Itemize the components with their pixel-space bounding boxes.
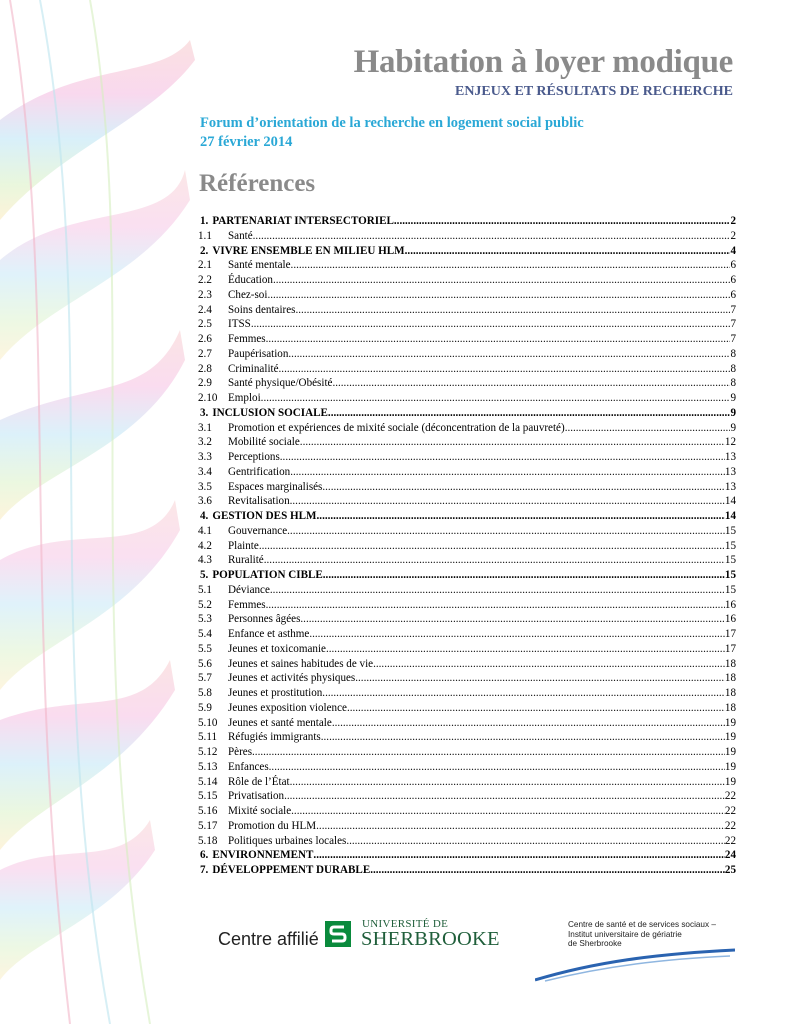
toc-page-number: 19 [724,731,736,744]
toc-title: Déviance [228,583,270,596]
toc-number: 5.7 [198,672,212,685]
toc-leader-dots [394,214,731,229]
toc-number: 5.14 [198,775,218,788]
toc-leader-dots [300,612,725,627]
toc-number: 3.6 [198,495,212,508]
toc-number: 2.3 [198,288,212,301]
toc-leader-dots [309,627,725,642]
toc-title: PARTENARIAT INTERSECTORIEL [212,215,394,227]
toc-title: Jeunes et prostitution [228,687,323,699]
toc-number: 1. [200,215,209,227]
toc-title: Jeunes et saines habitudes de vie [228,657,374,670]
toc-leader-dots [321,730,725,745]
udes-name-small: UNIVERSITÉ DE [362,918,449,930]
toc-leader-dots [261,391,731,406]
toc-title: Santé physique/Obésité [228,377,333,390]
toc-page-number: 22 [724,819,736,832]
toc-leader-dots [565,421,731,436]
toc-title: Criminalité [228,362,279,375]
toc-row[interactable] [198,716,736,731]
toc-row[interactable] [198,406,736,421]
toc-row[interactable] [198,450,736,465]
toc-page-number: 17 [724,628,736,640]
toc-title: Soins dentaires [228,303,296,316]
toc-number: 5.12 [198,746,218,758]
toc-leader-dots [316,819,725,834]
toc-page-number: 19 [724,716,736,729]
toc-row[interactable] [198,465,736,480]
toc-row[interactable] [198,568,736,583]
toc-row[interactable] [198,303,736,318]
toc-row[interactable] [198,848,736,863]
page-title: Habitation à loyer modique [353,44,733,80]
toc-row[interactable] [198,642,736,657]
toc-number: 3.1 [198,421,212,434]
toc-number: 5.18 [198,834,218,847]
toc-title: Femmes [228,598,266,611]
toc-title: ITSS [228,318,251,331]
toc-row[interactable] [198,760,736,775]
toc-number: 2.8 [198,362,212,375]
toc-number: 4.3 [198,554,212,567]
toc-page-number: 12 [724,436,736,449]
toc-leader-dots [252,745,725,760]
toc-number: 2.7 [198,347,212,360]
toc-title: Réfugiés immigrants [228,731,321,744]
toc-number: 3.2 [198,436,212,449]
toc-leader-dots [253,229,731,244]
toc-leader-dots [266,598,725,613]
toc-page-number: 18 [724,687,736,699]
toc-row[interactable] [198,539,736,554]
toc-row[interactable] [198,686,736,701]
toc-page-number: 13 [724,465,736,478]
toc-title: Espaces marginalisés [228,480,323,493]
affiliation-label: Centre affilié [218,929,319,949]
toc-leader-dots [295,303,730,318]
toc-number: 5.10 [198,716,218,729]
toc-row[interactable] [198,745,736,760]
toc-row[interactable] [198,244,736,259]
toc-leader-dots [259,539,725,554]
toc-page-number: 9 [730,392,736,404]
toc-leader-dots [323,568,725,583]
toc-title: Plainte [228,539,259,552]
toc-page-number: 14 [724,510,736,522]
page-subtitle: ENJEUX ET RÉSULTATS DE RECHERCHE [454,84,733,99]
toc-page-number: 18 [724,657,736,670]
toc-leader-dots [290,775,725,790]
toc-leader-dots [269,760,725,775]
csss-line-2: Institut universitaire de gériatrie [568,929,682,939]
toc-row[interactable] [198,391,736,406]
toc-number: 5.13 [198,760,218,773]
toc-row[interactable] [198,863,736,878]
toc-page-number: 25 [724,864,736,876]
toc-row[interactable] [198,819,736,834]
toc-number: 5.1 [198,583,212,596]
toc-leader-dots [288,347,730,362]
toc-number: 2.2 [198,274,212,286]
toc-number: 3.4 [198,465,212,478]
toc-page-number: 2 [730,215,736,227]
toc-page-number: 8 [730,362,736,375]
toc-page-number: 17 [724,642,736,655]
toc-leader-dots [284,789,725,804]
toc-row[interactable] [198,509,736,524]
toc-number: 5.8 [198,687,212,699]
toc-row[interactable] [198,583,736,598]
toc-leader-dots [370,863,725,878]
toc-title: ENVIRONNEMENT [212,849,314,862]
toc-number: 5.5 [198,642,212,655]
toc-number: 6. [200,849,209,862]
toc-number: 2.9 [198,377,212,390]
udes-logo-icon [325,921,351,947]
decorative-ribbon [0,0,200,1024]
toc-title: Rôle de l’État [228,775,290,788]
toc-title: Jeunes exposition violence [228,701,347,714]
toc-number: 2.10 [198,392,218,404]
toc-leader-dots [317,509,725,524]
toc-number: 4. [200,510,209,522]
toc-page-number: 19 [724,760,736,773]
toc-number: 4.1 [198,524,212,537]
toc-leader-dots [332,376,730,391]
toc-leader-dots [328,406,731,421]
toc-number: 5.17 [198,819,218,832]
toc-title: Jeunes et activités physiques [228,672,356,685]
toc-row[interactable] [198,229,736,244]
toc-page-number: 19 [724,775,736,788]
toc-leader-dots [279,362,731,377]
toc-title: Enfances [228,760,269,773]
toc-leader-dots [291,258,731,273]
toc-page-number: 4 [730,244,736,257]
toc-page-number: 7 [730,333,736,345]
toc-leader-dots [405,244,731,259]
toc-leader-dots [251,317,731,332]
csss-line-3: de Sherbrooke [568,939,622,948]
toc-title: Enfance et asthme [228,628,310,640]
toc-page-number: 7 [730,303,736,316]
csss-swoosh-icon [535,948,735,982]
toc-leader-dots [270,583,725,598]
toc-number: 2.5 [198,318,212,331]
toc-leader-dots [355,671,725,686]
toc-title: Gouvernance [228,524,288,537]
toc-title: Politiques urbaines locales [228,834,347,847]
toc-leader-dots [273,273,730,288]
toc-number: 2.6 [198,333,212,345]
toc-row[interactable] [198,494,736,509]
toc-number: 5.16 [198,805,218,817]
toc-number: 3. [200,406,209,419]
toc-leader-dots [326,642,725,657]
toc-page-number: 9 [730,406,736,419]
toc-title: Emploi [228,392,261,404]
toc-row[interactable] [198,317,736,332]
toc-title: Éducation [228,274,273,286]
toc-leader-dots [280,450,725,465]
toc-number: 2.4 [198,303,212,316]
toc-title: Femmes [228,333,266,345]
csss-iugs-logo-text [568,920,738,949]
toc-page-number: 13 [724,480,736,493]
toc-title: Jeunes et toxicomanie [228,642,326,655]
toc-page-number: 13 [724,451,736,463]
toc-number: 2. [200,244,209,257]
toc-leader-dots [267,288,730,303]
toc-leader-dots [347,701,725,716]
toc-title: VIVRE ENSEMBLE EN MILIEU HLM [212,244,405,257]
toc-page-number: 8 [730,377,736,390]
toc-leader-dots [346,834,725,849]
toc-page-number: 22 [724,834,736,847]
toc-row[interactable] [198,730,736,745]
toc-number: 5.4 [198,628,212,640]
toc-row[interactable] [198,362,736,377]
csss-line-1: Centre de santé et de services sociaux – [568,920,716,929]
toc-row[interactable] [198,775,736,790]
toc-title: Santé mentale [228,259,291,272]
toc-leader-dots [300,435,725,450]
toc-row[interactable] [198,598,736,613]
toc-row[interactable] [198,435,736,450]
toc-page-number: 15 [724,569,736,581]
toc-number: 5.9 [198,701,212,714]
toc-row[interactable] [198,273,736,288]
toc-title: GESTION DES HLM [212,510,317,522]
toc-leader-dots [264,553,725,568]
toc-number: 3.3 [198,451,212,463]
toc-page-number: 6 [730,274,736,286]
toc-page-number: 18 [724,672,736,685]
toc-title: Ruralité [228,554,264,567]
toc-page-number: 22 [724,805,736,817]
toc-page-number: 18 [724,701,736,714]
toc-number: 5.2 [198,598,212,611]
toc-row[interactable] [198,834,736,849]
toc-number: 5.15 [198,790,218,803]
toc-page-number: 22 [724,790,736,803]
toc-leader-dots [332,716,725,731]
toc-leader-dots [373,657,725,672]
toc-title: Jeunes et santé mentale [228,716,332,729]
forum-date: 27 février 2014 [200,134,293,150]
toc-number: 5. [200,569,209,581]
toc-row[interactable] [198,524,736,539]
references-heading: Références [199,170,316,197]
toc-title: Personnes âgées [228,613,301,626]
toc-number: 1.1 [198,229,212,242]
toc-title: POPULATION CIBLE [212,569,323,581]
toc-title: Mobilité sociale [228,436,300,449]
toc-title: INCLUSION SOCIALE [212,406,328,419]
toc-number: 4.2 [198,539,212,552]
toc-row[interactable] [198,789,736,804]
toc-page-number: 15 [724,583,736,596]
toc-row[interactable] [198,701,736,716]
toc-row[interactable] [198,612,736,627]
toc-title: Chez-soi [228,288,268,301]
toc-title: Privatisation [228,790,285,803]
toc-number: 3.5 [198,480,212,493]
toc-leader-dots [313,848,724,863]
toc-title: Perceptions [228,451,280,463]
toc-page-number: 14 [724,495,736,508]
toc-page-number: 9 [730,421,736,434]
toc-page-number: 8 [730,347,736,360]
toc-title: DÉVELOPPEMENT DURABLE [212,864,371,876]
toc-leader-dots [290,465,725,480]
toc-page-number: 24 [724,849,736,862]
table-of-contents [198,214,736,878]
toc-row[interactable] [198,553,736,568]
toc-title: Gentrification [228,465,291,478]
toc-leader-dots [291,804,725,819]
toc-page-number: 15 [724,554,736,567]
toc-row[interactable] [198,480,736,495]
toc-leader-dots [266,332,731,347]
toc-row[interactable] [198,627,736,642]
toc-number: 5.11 [198,731,218,744]
toc-row[interactable] [198,332,736,347]
toc-page-number: 19 [724,746,736,758]
forum-heading [200,114,584,152]
toc-number: 5.3 [198,613,212,626]
toc-leader-dots [322,686,725,701]
forum-title: Forum d’orientation de la recherche en logement social public [200,115,584,131]
toc-page-number: 6 [730,259,736,272]
toc-page-number: 16 [724,598,736,611]
toc-row[interactable] [198,347,736,362]
toc-number: 7. [200,864,209,876]
toc-row[interactable] [198,671,736,686]
toc-title: Promotion et expériences de mixité sociale (déconcentration de la pauvreté) [228,421,565,434]
toc-row[interactable] [198,657,736,672]
toc-row[interactable] [198,804,736,819]
toc-leader-dots [322,480,725,495]
toc-title: Revitalisation [228,495,290,508]
toc-title: Paupérisation [228,347,289,360]
udes-name-big: SHERBROOKE [361,928,500,950]
toc-leader-dots [290,494,725,509]
toc-title: Pères [228,746,253,758]
toc-page-number: 15 [724,524,736,537]
toc-number: 2.1 [198,259,212,272]
toc-row[interactable] [198,376,736,391]
toc-number: 5.6 [198,657,212,670]
toc-row[interactable] [198,214,736,229]
toc-leader-dots [287,524,725,539]
toc-row[interactable] [198,258,736,273]
toc-page-number: 7 [730,318,736,331]
toc-page-number: 2 [730,229,736,242]
toc-page-number: 16 [724,613,736,626]
toc-page-number: 15 [724,539,736,552]
toc-page-number: 6 [730,288,736,301]
toc-title: Promotion du HLM [228,819,317,832]
toc-title: Mixité sociale [228,805,292,817]
toc-row[interactable] [198,288,736,303]
toc-title: Santé [228,229,253,242]
toc-row[interactable] [198,421,736,436]
